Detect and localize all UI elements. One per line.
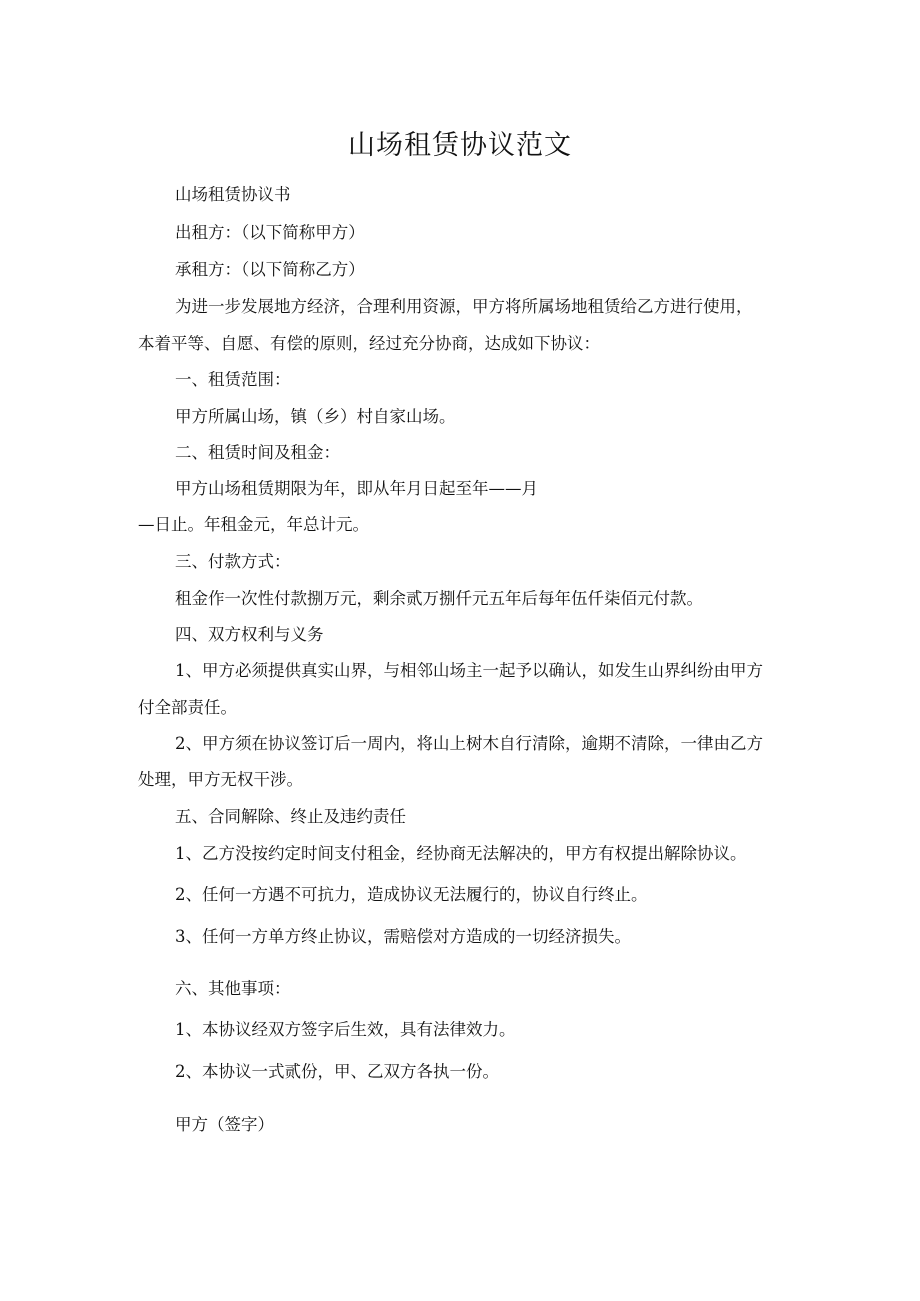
- section-6-heading: 六、其他事项：: [175, 979, 291, 998]
- party-a-signature: 甲方（签字）: [175, 1115, 274, 1134]
- section-3-heading: 三、付款方式：: [175, 552, 291, 571]
- preamble-line-1: 为进一步发展地方经济，合理利用资源，甲方将所属场地租赁给乙方进行使用，: [175, 297, 753, 316]
- section-5-item-3: 3、任何一方单方终止协议，需赔偿对方造成的一切经济损失。: [175, 927, 631, 946]
- section-2-heading: 二、租赁时间及租金：: [175, 443, 340, 462]
- section-3-text: 租金作一次性付款捌万元，剩余贰万捌仟元五年后每年伍仟柒佰元付款。: [175, 589, 703, 608]
- document-title: 山场租赁协议范文: [348, 130, 572, 161]
- section-1-text: 甲方所属山场，镇（乡）村自家山场。: [175, 407, 456, 426]
- section-5-item-2: 2、任何一方遇不可抗力，造成协议无法履行的，协议自行终止。: [175, 885, 648, 904]
- section-2-text-2: —日止。年租金元，年总计元。: [138, 515, 369, 534]
- section-2-text-1: 甲方山场租赁期限为年，即从年月日起至年——月: [175, 479, 538, 498]
- section-4-item-1b: 付全部责任。: [138, 698, 237, 717]
- section-5-heading: 五、合同解除、终止及违约责任: [175, 807, 406, 826]
- preamble-line-2: 本着平等、自愿、有偿的原则，经过充分协商，达成如下协议：: [138, 334, 600, 353]
- lessor-line: 出租方：（以下简称甲方）: [175, 223, 365, 242]
- section-1-heading: 一、租赁范围：: [175, 370, 291, 389]
- section-5-item-1: 1、乙方没按约定时间支付租金，经协商无法解决的，甲方有权提出解除协议。: [175, 844, 747, 863]
- lessee-line: 承租方：（以下简称乙方）: [175, 260, 365, 279]
- section-6-item-2: 2、本协议一式贰份，甲、乙双方各执一份。: [175, 1062, 499, 1081]
- subtitle-line: 山场租赁协议书: [175, 185, 291, 204]
- section-4-heading: 四、双方权利与义务: [175, 625, 324, 644]
- section-6-item-1: 1、本协议经双方签字后生效，具有法律效力。: [175, 1020, 516, 1039]
- section-4-item-1a: 1、甲方必须提供真实山界，与相邻山场主一起予以确认，如发生山界纠纷由甲方: [175, 661, 763, 680]
- section-4-item-2b: 处理，甲方无权干涉。: [138, 770, 303, 789]
- section-4-item-2a: 2、甲方须在协议签订后一周内，将山上树木自行清除，逾期不清除，一律由乙方: [175, 734, 763, 753]
